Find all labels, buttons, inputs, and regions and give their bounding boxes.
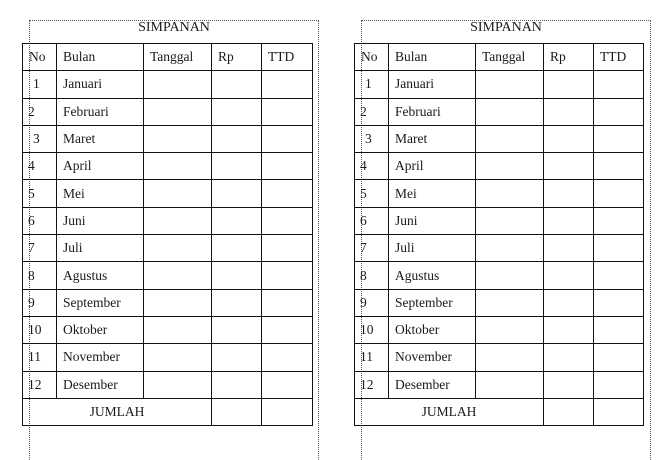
month-cell: Juni xyxy=(389,207,476,234)
signature-cell[interactable] xyxy=(594,235,644,262)
header-row xyxy=(355,44,644,71)
table-row xyxy=(355,207,644,234)
table-row xyxy=(355,98,644,125)
total-row xyxy=(23,398,313,425)
total-amount-cell[interactable] xyxy=(212,398,262,425)
column-header-bulan: Bulan xyxy=(57,44,144,71)
table-row xyxy=(355,180,644,207)
row-number: 3 xyxy=(23,125,57,152)
date-cell[interactable] xyxy=(144,262,212,289)
column-header-tanggal: Tanggal xyxy=(476,44,544,71)
column-header-ttd: TTD xyxy=(594,44,644,71)
amount-cell[interactable] xyxy=(212,125,262,152)
total-label: JUMLAH xyxy=(23,398,212,425)
month-cell: Agustus xyxy=(389,262,476,289)
signature-cell[interactable] xyxy=(594,98,644,125)
row-number: 10 xyxy=(23,316,57,343)
month-cell: Juli xyxy=(389,235,476,262)
signature-cell[interactable] xyxy=(262,153,313,180)
signature-cell[interactable] xyxy=(594,153,644,180)
table-row xyxy=(23,207,313,234)
total-signature-cell[interactable] xyxy=(262,398,313,425)
row-number: 5 xyxy=(23,180,57,207)
date-cell[interactable] xyxy=(144,207,212,234)
date-cell[interactable] xyxy=(144,153,212,180)
amount-cell[interactable] xyxy=(544,125,594,152)
signature-cell[interactable] xyxy=(594,262,644,289)
savings-table-right xyxy=(354,43,644,426)
row-number: 6 xyxy=(355,207,389,234)
table-row xyxy=(355,289,644,316)
row-number: 8 xyxy=(23,262,57,289)
month-cell: Juni xyxy=(57,207,144,234)
month-cell: Januari xyxy=(389,71,476,98)
signature-cell[interactable] xyxy=(262,207,313,234)
table-row xyxy=(23,235,313,262)
table-row xyxy=(355,71,644,98)
row-number: 11 xyxy=(355,344,389,371)
table-row xyxy=(23,344,313,371)
row-number: 7 xyxy=(23,235,57,262)
table-row xyxy=(355,344,644,371)
month-cell: September xyxy=(389,289,476,316)
total-amount-cell[interactable] xyxy=(544,398,594,425)
amount-cell[interactable] xyxy=(544,71,594,98)
month-cell: Mei xyxy=(389,180,476,207)
date-cell[interactable] xyxy=(476,262,544,289)
row-number: 10 xyxy=(355,316,389,343)
row-number: 7 xyxy=(355,235,389,262)
month-cell: Februari xyxy=(389,98,476,125)
row-number: 9 xyxy=(355,289,389,316)
row-number: 9 xyxy=(23,289,57,316)
signature-cell[interactable] xyxy=(594,71,644,98)
date-cell[interactable] xyxy=(476,316,544,343)
row-number: 2 xyxy=(23,98,57,125)
date-cell[interactable] xyxy=(476,289,544,316)
row-number: 6 xyxy=(23,207,57,234)
row-number: 4 xyxy=(355,153,389,180)
month-cell: Maret xyxy=(57,125,144,152)
month-cell: April xyxy=(57,153,144,180)
month-cell: Mei xyxy=(57,180,144,207)
signature-cell[interactable] xyxy=(594,316,644,343)
signature-cell[interactable] xyxy=(594,289,644,316)
amount-cell[interactable] xyxy=(212,71,262,98)
month-cell: Oktober xyxy=(389,316,476,343)
table-row xyxy=(23,371,313,398)
row-number: 2 xyxy=(355,98,389,125)
date-cell[interactable] xyxy=(144,371,212,398)
signature-cell[interactable] xyxy=(262,316,313,343)
signature-cell[interactable] xyxy=(262,344,313,371)
date-cell[interactable] xyxy=(476,207,544,234)
month-cell: Februari xyxy=(57,98,144,125)
month-cell: April xyxy=(389,153,476,180)
amount-cell[interactable] xyxy=(544,207,594,234)
signature-cell[interactable] xyxy=(262,235,313,262)
column-header-tanggal: Tanggal xyxy=(144,44,212,71)
total-row xyxy=(355,398,644,425)
signature-cell[interactable] xyxy=(262,125,313,152)
total-label: JUMLAH xyxy=(355,398,544,425)
date-cell[interactable] xyxy=(476,180,544,207)
amount-cell[interactable] xyxy=(544,180,594,207)
amount-cell[interactable] xyxy=(212,153,262,180)
date-cell[interactable] xyxy=(476,153,544,180)
signature-cell[interactable] xyxy=(594,207,644,234)
sheet-title: SIMPANAN xyxy=(138,20,210,35)
signature-cell[interactable] xyxy=(262,71,313,98)
month-cell: November xyxy=(389,344,476,371)
amount-cell[interactable] xyxy=(212,235,262,262)
amount-cell[interactable] xyxy=(212,344,262,371)
row-number: 12 xyxy=(355,371,389,398)
month-cell: November xyxy=(57,344,144,371)
amount-cell[interactable] xyxy=(544,371,594,398)
signature-cell[interactable] xyxy=(594,344,644,371)
date-cell[interactable] xyxy=(144,289,212,316)
month-cell: September xyxy=(57,289,144,316)
date-cell[interactable] xyxy=(144,98,212,125)
date-cell[interactable] xyxy=(476,235,544,262)
date-cell[interactable] xyxy=(144,316,212,343)
row-number: 4 xyxy=(23,153,57,180)
column-header-rp: Rp xyxy=(544,44,594,71)
amount-cell[interactable] xyxy=(212,98,262,125)
table-row xyxy=(355,316,644,343)
signature-cell[interactable] xyxy=(594,180,644,207)
table-row xyxy=(355,371,644,398)
signature-cell[interactable] xyxy=(262,371,313,398)
savings-table-left xyxy=(22,43,313,426)
date-cell[interactable] xyxy=(476,71,544,98)
amount-cell[interactable] xyxy=(544,153,594,180)
amount-cell[interactable] xyxy=(544,316,594,343)
date-cell[interactable] xyxy=(476,371,544,398)
date-cell[interactable] xyxy=(476,125,544,152)
sheet-title: SIMPANAN xyxy=(470,20,542,35)
signature-cell[interactable] xyxy=(594,371,644,398)
row-number: 3 xyxy=(355,125,389,152)
signature-cell[interactable] xyxy=(262,180,313,207)
table-row xyxy=(23,71,313,98)
signature-cell[interactable] xyxy=(594,125,644,152)
signature-cell[interactable] xyxy=(262,262,313,289)
table-row xyxy=(355,235,644,262)
amount-cell[interactable] xyxy=(212,371,262,398)
row-number: 12 xyxy=(23,371,57,398)
signature-cell[interactable] xyxy=(262,98,313,125)
table-row xyxy=(23,289,313,316)
signature-cell[interactable] xyxy=(262,289,313,316)
amount-cell[interactable] xyxy=(212,207,262,234)
amount-cell[interactable] xyxy=(544,98,594,125)
month-cell: Januari xyxy=(57,71,144,98)
date-cell[interactable] xyxy=(476,98,544,125)
date-cell[interactable] xyxy=(144,235,212,262)
month-cell: Desember xyxy=(57,371,144,398)
header-row xyxy=(23,44,313,71)
table-row xyxy=(23,125,313,152)
amount-cell[interactable] xyxy=(212,289,262,316)
table-row xyxy=(355,125,644,152)
column-header-no: No xyxy=(355,44,389,71)
column-header-bulan: Bulan xyxy=(389,44,476,71)
month-cell: Desember xyxy=(389,371,476,398)
column-header-no: No xyxy=(23,44,57,71)
table-row xyxy=(23,316,313,343)
table-row xyxy=(23,98,313,125)
row-number: 1 xyxy=(23,71,57,98)
date-cell[interactable] xyxy=(144,71,212,98)
month-cell: Agustus xyxy=(57,262,144,289)
column-header-rp: Rp xyxy=(212,44,262,71)
date-cell[interactable] xyxy=(144,180,212,207)
column-header-ttd: TTD xyxy=(262,44,313,71)
row-number: 5 xyxy=(355,180,389,207)
row-number: 11 xyxy=(23,344,57,371)
row-number: 1 xyxy=(355,71,389,98)
amount-cell[interactable] xyxy=(212,262,262,289)
amount-cell[interactable] xyxy=(544,235,594,262)
table-row xyxy=(355,153,644,180)
table-row xyxy=(23,180,313,207)
table-row xyxy=(355,262,644,289)
total-signature-cell[interactable] xyxy=(594,398,644,425)
table-row xyxy=(23,262,313,289)
month-cell: Juli xyxy=(57,235,144,262)
month-cell: Oktober xyxy=(57,316,144,343)
amount-cell[interactable] xyxy=(212,180,262,207)
row-number: 8 xyxy=(355,262,389,289)
amount-cell[interactable] xyxy=(544,289,594,316)
date-cell[interactable] xyxy=(144,125,212,152)
date-cell[interactable] xyxy=(144,344,212,371)
amount-cell[interactable] xyxy=(212,316,262,343)
table-row xyxy=(23,153,313,180)
amount-cell[interactable] xyxy=(544,344,594,371)
amount-cell[interactable] xyxy=(544,262,594,289)
month-cell: Maret xyxy=(389,125,476,152)
date-cell[interactable] xyxy=(476,344,544,371)
